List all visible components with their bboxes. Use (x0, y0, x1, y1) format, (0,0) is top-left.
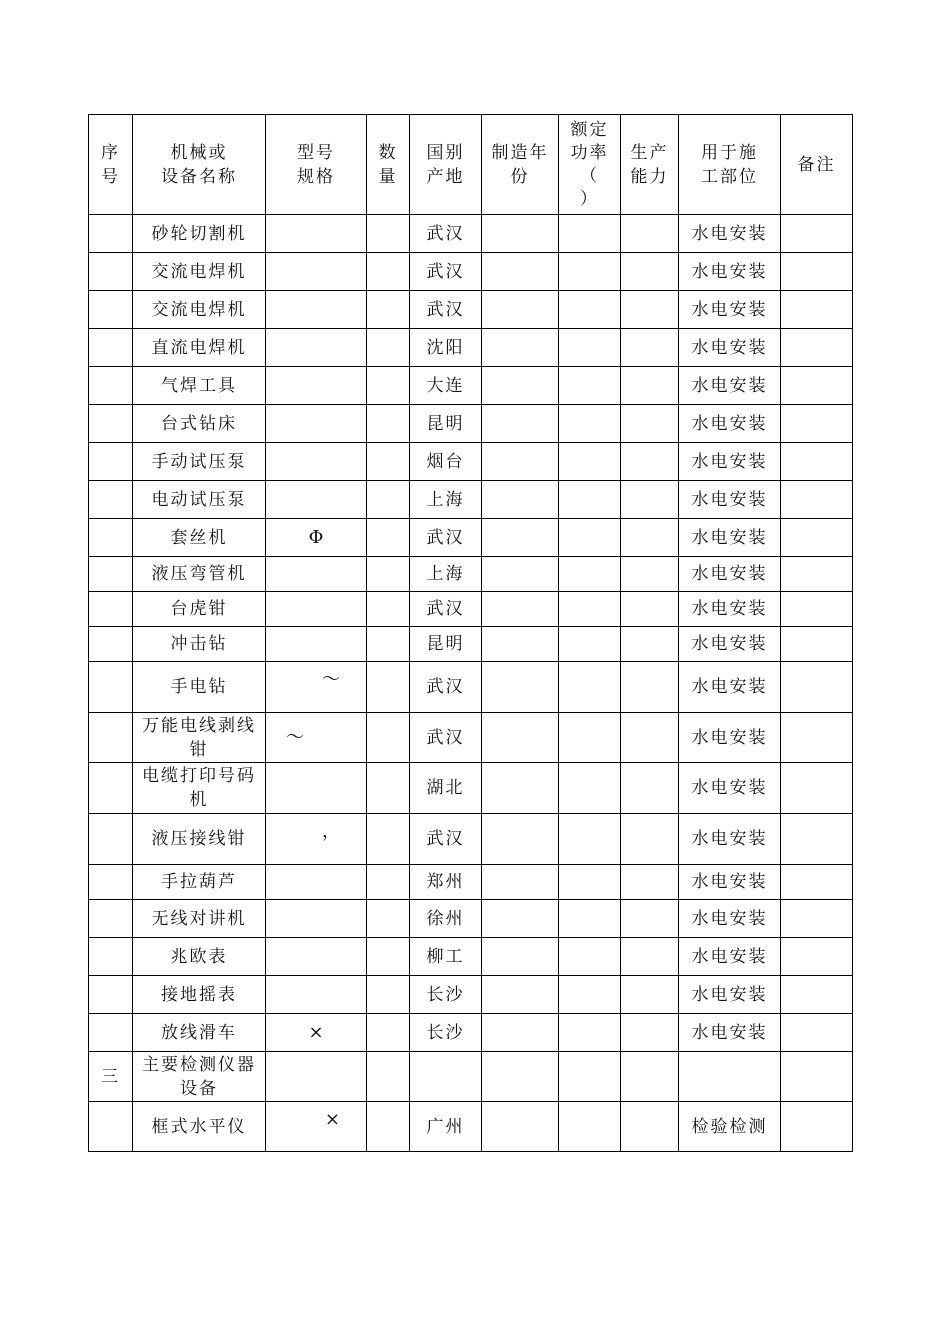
cell-spec (266, 291, 367, 329)
cell-name: 气焊工具 (133, 367, 266, 405)
cell-origin: 武汉 (410, 592, 482, 627)
cell-power (559, 1052, 621, 1102)
cell-qty (367, 662, 410, 713)
cell-no (89, 215, 133, 253)
cell-no (89, 900, 133, 938)
cell-qty (367, 405, 410, 443)
cell-year (482, 291, 559, 329)
cell-origin: 长沙 (410, 976, 482, 1014)
cell-name: 台式钻床 (133, 405, 266, 443)
cell-use (679, 1052, 781, 1102)
cell-name: 套丝机 (133, 519, 266, 557)
cell-name: 砂轮切割机 (133, 215, 266, 253)
cell-spec (266, 814, 367, 865)
cell-qty (367, 865, 410, 900)
cell-origin: 武汉 (410, 215, 482, 253)
cell-qty (367, 713, 410, 763)
cell-power (559, 592, 621, 627)
cell-spec (266, 1102, 367, 1152)
table-row (89, 627, 853, 662)
cell-spec (266, 215, 367, 253)
cell-note (781, 763, 853, 814)
cell-capacity (621, 519, 679, 557)
cell-power (559, 627, 621, 662)
cell-spec (266, 443, 367, 481)
cell-year (482, 329, 559, 367)
cell-use: 水电安装 (679, 763, 781, 814)
header-qty: 数 量 (367, 115, 410, 215)
cell-capacity (621, 592, 679, 627)
cell-year (482, 592, 559, 627)
cell-origin: 武汉 (410, 713, 482, 763)
cell-capacity (621, 443, 679, 481)
cell-name: 万能电线剥线 钳 (133, 713, 266, 763)
cell-use: 水电安装 (679, 976, 781, 1014)
table-row (89, 592, 853, 627)
spec-symbol: Φ (308, 526, 324, 548)
cell-note (781, 291, 853, 329)
cell-origin: 昆明 (410, 405, 482, 443)
cell-note (781, 557, 853, 592)
cell-note (781, 405, 853, 443)
cell-year (482, 367, 559, 405)
cell-origin: 武汉 (410, 291, 482, 329)
cell-origin: 大连 (410, 367, 482, 405)
cell-use: 水电安装 (679, 592, 781, 627)
cell-note (781, 329, 853, 367)
cell-capacity (621, 405, 679, 443)
table-row (89, 291, 853, 329)
cell-power (559, 662, 621, 713)
cell-origin (410, 1052, 482, 1102)
cell-spec (266, 481, 367, 519)
cell-origin: 郑州 (410, 865, 482, 900)
cell-year (482, 253, 559, 291)
cell-use: 水电安装 (679, 938, 781, 976)
cell-power (559, 938, 621, 976)
cell-origin: 上海 (410, 481, 482, 519)
cell-year (482, 865, 559, 900)
cell-year (482, 1052, 559, 1102)
cell-name: 直流电焊机 (133, 329, 266, 367)
cell-no (89, 662, 133, 713)
cell-capacity (621, 976, 679, 1014)
cell-year (482, 1102, 559, 1152)
cell-year (482, 405, 559, 443)
table-row (89, 865, 853, 900)
cell-no (89, 627, 133, 662)
cell-qty (367, 763, 410, 814)
cell-capacity (621, 329, 679, 367)
cell-year (482, 976, 559, 1014)
cell-year (482, 713, 559, 763)
cell-power (559, 557, 621, 592)
cell-name: 台虎钳 (133, 592, 266, 627)
table-row (89, 253, 853, 291)
cell-use: 水电安装 (679, 900, 781, 938)
cell-note (781, 938, 853, 976)
header-use: 用于施 工部位 (679, 115, 781, 215)
table-row (89, 713, 853, 763)
cell-year (482, 763, 559, 814)
cell-power (559, 814, 621, 865)
cell-note (781, 1014, 853, 1052)
cell-note (781, 1052, 853, 1102)
cell-note (781, 215, 853, 253)
cell-use: 水电安装 (679, 1014, 781, 1052)
cell-capacity (621, 938, 679, 976)
spec-symbol: × (324, 1108, 340, 1130)
table-row (89, 367, 853, 405)
cell-note (781, 627, 853, 662)
cell-note (781, 367, 853, 405)
cell-note (781, 976, 853, 1014)
cell-year (482, 557, 559, 592)
cell-origin: 湖北 (410, 763, 482, 814)
cell-spec (266, 253, 367, 291)
cell-origin: 上海 (410, 557, 482, 592)
cell-no (89, 253, 133, 291)
cell-use: 水电安装 (679, 557, 781, 592)
table-row (89, 1014, 853, 1052)
cell-name: 手动试压泵 (133, 443, 266, 481)
header-capacity: 生产 能力 (621, 115, 679, 215)
table-row (89, 215, 853, 253)
cell-note (781, 1102, 853, 1152)
cell-use: 水电安装 (679, 865, 781, 900)
cell-no (89, 291, 133, 329)
cell-year (482, 814, 559, 865)
cell-no (89, 1014, 133, 1052)
cell-no (89, 865, 133, 900)
cell-origin: 徐州 (410, 900, 482, 938)
cell-power (559, 443, 621, 481)
cell-qty (367, 519, 410, 557)
cell-origin: 武汉 (410, 253, 482, 291)
cell-spec (266, 763, 367, 814)
cell-no (89, 329, 133, 367)
table-row (89, 662, 853, 713)
cell-spec (266, 557, 367, 592)
header-origin: 国别 产地 (410, 115, 482, 215)
cell-year (482, 627, 559, 662)
cell-power (559, 291, 621, 329)
cell-origin: 武汉 (410, 519, 482, 557)
cell-qty (367, 215, 410, 253)
cell-year (482, 938, 559, 976)
cell-spec (266, 976, 367, 1014)
cell-note (781, 713, 853, 763)
cell-use: 水电安装 (679, 253, 781, 291)
cell-power (559, 1014, 621, 1052)
header-spec: 型号 规格 (266, 115, 367, 215)
cell-name: 液压接线钳 (133, 814, 266, 865)
cell-name: 兆欧表 (133, 938, 266, 976)
cell-note (781, 900, 853, 938)
cell-spec (266, 1052, 367, 1102)
table-row (89, 443, 853, 481)
cell-no (89, 405, 133, 443)
cell-capacity (621, 662, 679, 713)
cell-year (482, 900, 559, 938)
cell-year (482, 215, 559, 253)
cell-qty (367, 814, 410, 865)
cell-origin: 长沙 (410, 1014, 482, 1052)
cell-use: 检验检测 (679, 1102, 781, 1152)
table-row (89, 976, 853, 1014)
cell-power (559, 481, 621, 519)
cell-capacity (621, 481, 679, 519)
cell-use: 水电安装 (679, 443, 781, 481)
table-row (89, 1102, 853, 1152)
cell-note (781, 865, 853, 900)
cell-spec (266, 405, 367, 443)
cell-use: 水电安装 (679, 215, 781, 253)
cell-use: 水电安装 (679, 329, 781, 367)
cell-origin: 武汉 (410, 662, 482, 713)
table-row (89, 405, 853, 443)
cell-power (559, 329, 621, 367)
cell-spec (266, 519, 367, 557)
cell-qty (367, 592, 410, 627)
cell-name: 无线对讲机 (133, 900, 266, 938)
header-year: 制造年 份 (482, 115, 559, 215)
cell-no (89, 557, 133, 592)
cell-qty (367, 1102, 410, 1152)
spec-symbol: ～ (322, 669, 340, 690)
cell-qty (367, 367, 410, 405)
table-row (89, 519, 853, 557)
cell-use: 水电安装 (679, 814, 781, 865)
cell-capacity (621, 627, 679, 662)
cell-origin: 广州 (410, 1102, 482, 1152)
cell-note (781, 662, 853, 713)
cell-power (559, 519, 621, 557)
cell-origin: 沈阳 (410, 329, 482, 367)
cell-origin: 武汉 (410, 814, 482, 865)
equipment-table (88, 114, 853, 1152)
cell-use: 水电安装 (679, 481, 781, 519)
cell-capacity (621, 253, 679, 291)
cell-capacity (621, 1014, 679, 1052)
cell-capacity (621, 1102, 679, 1152)
spec-symbol: × (308, 1021, 324, 1043)
cell-year (482, 519, 559, 557)
cell-spec (266, 329, 367, 367)
cell-origin: 烟台 (410, 443, 482, 481)
cell-capacity (621, 1052, 679, 1102)
header-note: 备注 (781, 115, 853, 215)
cell-use: 水电安装 (679, 291, 781, 329)
table-row (89, 1052, 853, 1102)
cell-name: 冲击钻 (133, 627, 266, 662)
cell-year (482, 1014, 559, 1052)
header-no: 序 号 (89, 115, 133, 215)
cell-name: 接地摇表 (133, 976, 266, 1014)
cell-power (559, 900, 621, 938)
cell-no (89, 481, 133, 519)
cell-capacity (621, 367, 679, 405)
cell-qty (367, 329, 410, 367)
cell-no (89, 713, 133, 763)
cell-use: 水电安装 (679, 713, 781, 763)
cell-qty (367, 557, 410, 592)
cell-spec (266, 1014, 367, 1052)
cell-no (89, 519, 133, 557)
cell-no (89, 938, 133, 976)
cell-capacity (621, 814, 679, 865)
header-power: 额定 功率 （ ） (559, 115, 621, 215)
cell-no (89, 976, 133, 1014)
spec-symbol: ， (322, 821, 340, 842)
cell-power (559, 405, 621, 443)
cell-power (559, 215, 621, 253)
cell-capacity (621, 763, 679, 814)
cell-spec (266, 900, 367, 938)
cell-spec (266, 367, 367, 405)
cell-name: 框式水平仪 (133, 1102, 266, 1152)
cell-capacity (621, 215, 679, 253)
cell-qty (367, 1014, 410, 1052)
cell-name: 交流电焊机 (133, 253, 266, 291)
cell-qty (367, 976, 410, 1014)
cell-power (559, 367, 621, 405)
cell-no: 三 (89, 1052, 133, 1102)
cell-power (559, 976, 621, 1014)
cell-year (482, 662, 559, 713)
cell-capacity (621, 900, 679, 938)
cell-qty (367, 291, 410, 329)
table-row (89, 900, 853, 938)
cell-qty (367, 253, 410, 291)
cell-power (559, 713, 621, 763)
cell-capacity (621, 713, 679, 763)
cell-note (781, 253, 853, 291)
cell-note (781, 814, 853, 865)
cell-name: 主要检测仪器 设备 (133, 1052, 266, 1102)
cell-power (559, 253, 621, 291)
table-row (89, 814, 853, 865)
table-row (89, 557, 853, 592)
table-row (89, 938, 853, 976)
cell-qty (367, 938, 410, 976)
cell-capacity (621, 865, 679, 900)
table-row (89, 481, 853, 519)
cell-spec (266, 938, 367, 976)
cell-use: 水电安装 (679, 662, 781, 713)
cell-qty (367, 1052, 410, 1102)
cell-no (89, 367, 133, 405)
cell-qty (367, 627, 410, 662)
header-name: 机械或 设备名称 (133, 115, 266, 215)
cell-power (559, 1102, 621, 1152)
cell-no (89, 763, 133, 814)
cell-name: 电缆打印号码 机 (133, 763, 266, 814)
cell-use: 水电安装 (679, 367, 781, 405)
cell-note (781, 443, 853, 481)
cell-capacity (621, 557, 679, 592)
cell-year (482, 443, 559, 481)
cell-name: 交流电焊机 (133, 291, 266, 329)
cell-origin: 昆明 (410, 627, 482, 662)
cell-name: 放线滑车 (133, 1014, 266, 1052)
cell-note (781, 481, 853, 519)
cell-name: 电动试压泵 (133, 481, 266, 519)
cell-power (559, 865, 621, 900)
cell-qty (367, 481, 410, 519)
cell-name: 手电钻 (133, 662, 266, 713)
cell-power (559, 763, 621, 814)
cell-spec (266, 865, 367, 900)
cell-spec (266, 627, 367, 662)
cell-spec (266, 713, 367, 763)
cell-note (781, 592, 853, 627)
cell-origin: 柳工 (410, 938, 482, 976)
cell-no (89, 443, 133, 481)
cell-name: 手拉葫芦 (133, 865, 266, 900)
cell-no (89, 814, 133, 865)
cell-name: 液压弯管机 (133, 557, 266, 592)
cell-qty (367, 900, 410, 938)
table-row (89, 763, 853, 814)
cell-no (89, 592, 133, 627)
cell-no (89, 1102, 133, 1152)
cell-spec (266, 662, 367, 713)
spec-symbol: ～ (286, 726, 304, 748)
cell-use: 水电安装 (679, 519, 781, 557)
cell-note (781, 519, 853, 557)
cell-capacity (621, 291, 679, 329)
cell-year (482, 481, 559, 519)
cell-use: 水电安装 (679, 627, 781, 662)
table-row (89, 329, 853, 367)
cell-qty (367, 443, 410, 481)
cell-spec (266, 592, 367, 627)
cell-use: 水电安装 (679, 405, 781, 443)
header-row (89, 115, 853, 215)
